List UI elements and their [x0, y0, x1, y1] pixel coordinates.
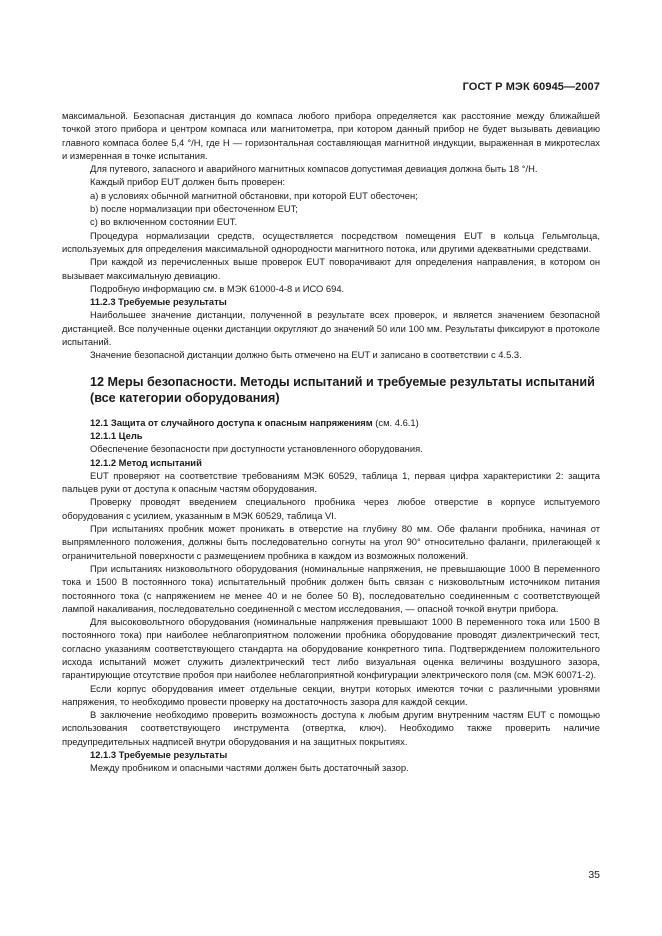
paragraph: EUT проверяют на соответствие требованиям МЭК 60529, таблица 1, первая цифра характеристики 2: защита пальцев руки от доступа к опасным частям оборудования.	[62, 469, 600, 495]
subsection-title: 12.1 Защита от случайного доступа к опасным напряжениям	[90, 416, 373, 428]
paragraph: Процедура нормализации средств, осуществляется посредством помещения EUT в кольца Гельмгольца, используемых для определения максимальной однородности магнитного потока, или другими адекватными средствами.	[62, 229, 600, 254]
paragraph: Проверку проводят введением специального пробника через любое отверстие в корпусе испытуемого оборудования с усилием, указанным в МЭК 60529, таблица VI.	[62, 496, 600, 521]
paragraph: При каждой из перечисленных выше проверок EUT поворачивают для определения направления, в котором он вызывает максимальную девиацию.	[62, 256, 600, 281]
subsection-heading: 12.1.2 Метод испытаний	[90, 456, 202, 468]
document-header: ГОСТ Р МЭК 60945—2007	[462, 81, 600, 93]
paragraph: Обеспечение безопасности при доступности установленного оборудования.	[90, 443, 423, 455]
paragraph: При испытаниях пробник может проникать в отверстие на глубину 80 мм. Обе фаланги пробника, начиная от выпрямленного положения, должны быть последовательно согнуты на угол 90° относительно фаланги, прилегающей к ограничительной поверхности с размещением пробника в каждом из возможных положений.	[62, 523, 600, 561]
paragraph: Подробную информацию см. в МЭК 61000-4-8 и ИСО 694.	[90, 282, 345, 294]
paragraph: Между пробником и опасными частями должен быть достаточный зазор.	[90, 762, 409, 774]
subsection-heading	[62, 416, 600, 429]
list-item: c) во включенном состоянии EUT.	[90, 216, 238, 228]
paragraph: Каждый прибор EUT должен быть проверен:	[90, 176, 286, 188]
paragraph: Значение безопасной дистанции должно быть отмечено на EUT и записано в соответствии с 4.5.3.	[90, 349, 522, 361]
subsection-reference: (см. 4.6.1)	[372, 416, 419, 428]
page-number: 35	[588, 869, 600, 881]
paragraph: Если корпус оборудования имеет отдельные секции, внутри которых имеются точки с различными уровнями напряжения, то необходимо провести проверку на достаточность зазора для каждой секции.	[62, 682, 600, 707]
list-item: a) в условиях обычной магнитной обстановки, при которой EUT обесточен;	[90, 189, 418, 201]
subsection-heading: 12.1.3 Требуемые результаты	[90, 749, 228, 761]
paragraph: Для путевого, запасного и аварийного магнитных компасов допустимая девиация должна быть 18 °/H.	[90, 163, 538, 175]
section-heading: 12 Меры безопасности. Методы испытаний и требуемые результаты испытаний (все категории оборудования)	[90, 374, 595, 405]
paragraph: максимальной. Безопасная дистанция до компаса любого прибора определяется как расстояние между ближайшей точкой этого прибора и центром компаса или магнитометра, при котором данный прибор не будет вызывать девиацию главного компаса более 5,4 °/H, где H — горизонтальная составляющая магнитной индукции, выраженная в микротеслах и измеренная в точке испытания.	[62, 110, 600, 161]
paragraph: При испытаниях низковольтного оборудования (номинальные напряжения, не превышающие 1000 В переменного тока и 1500 В постоянного тока) испытательный пробник должен быть связан с низковольтным источником питания постоянного тока (с напряжением не менее 40 и не более 50 В), последовательно соединенным с соответствующей лампой накаливания, последовательно соединенной с местом исследования, — опасной точкой внутри прибора.	[62, 562, 600, 614]
paragraph: Наибольшее значение дистанции, полученной в результате всех проверок, и является значением безопасной дистанцией. Все полученные оценки дистанции округляют до значений 50 или 100 мм. Результаты фиксируют в протоколе испытаний.	[62, 309, 600, 348]
list-item: b) после нормализации при обесточенном EUT;	[90, 203, 298, 215]
subsection-heading: 11.2.3 Требуемые результаты	[90, 296, 227, 308]
paragraph: Для высоковольтного оборудования (номинальные напряжения превышают 1000 В переменного тока или 1500 В постоянного тока) при наиболее неблагоприятном положении пробника оборудование проводят диэлектрический тест, согласно указаниям соответствующего стандарта на оборудование конкретного типа. Подтверждением положительного исхода испытаний может служить диэлектрический тест либо визуальная оценка величины воздушного зазора, гарантирующие отсутствие пробоя при наиболее неблагоприятной конфигурации электрического поля (см. МЭК 60071-2).	[62, 616, 600, 681]
document-body	[62, 109, 600, 775]
paragraph: В заключение необходимо проверить возможность доступа к любым другим внутренним частям EUT с помощью использования соответствующего инструмента (отвертка, ключ). Необходимо также проверить наличие предупредительных надписей внутри оборудования и на защитных покрытиях.	[62, 709, 600, 747]
subsection-heading: 12.1.1 Цель	[90, 429, 143, 441]
